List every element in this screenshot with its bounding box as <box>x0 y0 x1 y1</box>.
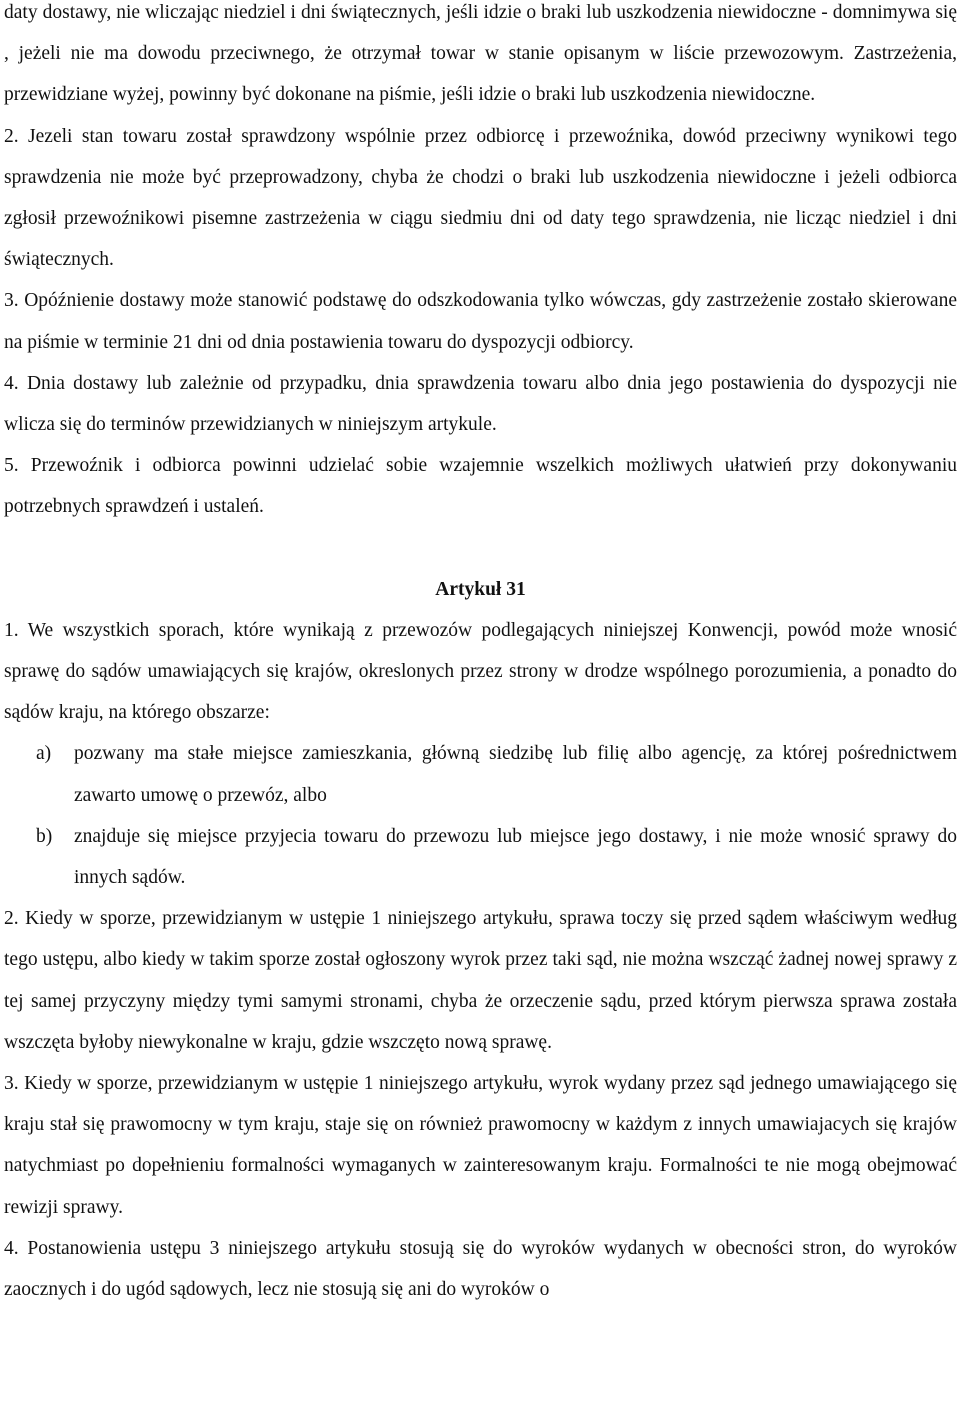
list-marker: b) <box>36 825 53 847</box>
list-item <box>4 733 957 815</box>
article30-paragraph-5: 5. Przewoźnik i odbiorca powinni udzielać sobie wzajemnie wszelkich możliwych ułatwień przy dokonywaniu potrzebnych sprawdzeń i ustaleń. <box>4 455 957 518</box>
list-item-text: pozwany ma stałe miejsce zamieszkania, główną siedzibę lub filię albo agencję, za której pośrednictwem zawarto umowę o przewóz, albo <box>74 743 957 806</box>
article30-paragraph-2: 2. Jezeli stan towaru został sprawdzony wspólnie przez odbiorcę i przewoźnika, dowód przeciwny wynikowi tego sprawdzenia nie może być przeprowadzony, chyba że chodzi o braki lub uszkodzenia niewidoczne i jeżeli odbiorca zgłosił przewoźnikowi pisemne zastrzeżenia w ciągu siedmiu dni od daty tego sprawdzenia, nie licząc niedziel i dni świątecznych. <box>4 125 957 271</box>
article31-heading: Artykuł 31 <box>435 578 526 600</box>
article31-paragraph-4: 4. Postanowienia ustępu 3 niniejszego artykułu stosują się do wyroków wydanych w obecności stron, do wyroków zaocznych i do ugód sądowych, lecz nie stosują się ani do wyroków o <box>4 1237 957 1301</box>
list-marker: a) <box>36 743 52 765</box>
list-item-text: znajduje się miejsce przyjecia towaru do przewozu lub miejsce jego dostawy, i nie może wnosić sprawy do innych sądów. <box>74 825 957 889</box>
article31-paragraph-2: 2. Kiedy w sporze, przewidzianym w ustępie 1 niniejszego artykułu, sprawa toczy się przed sądem właściwym według tego ustępu, albo kiedy w takim sporze został ogłoszony wyrok przez taki sąd, nie można wszcząć żadnej nowej sprawy z tej samej przyczyny między tymi samymi stronami, chyba że orzeczenie sądu, przed którym pierwsza sprawa została wszczęta byłoby niewykonalne w kraju, gdzie wszczęto nową sprawę. <box>4 908 957 1053</box>
article30-paragraph-4: 4. Dnia dostawy lub zależnie od przypadku, dnia sprawdzenia towaru albo dnia jego postawienia do dyspozycji nie wlicza się do terminów przewidzianych w niniejszym artykule. <box>4 372 957 436</box>
list-item <box>4 816 957 898</box>
article30-paragraph-3: 3. Opóźnienie dostawy może stanowić podstawę do odszkodowania tylko wówczas, gdy zastrzeżenie zostało skierowane na piśmie w terminie 21 dni od dnia postawienia towaru do dyspozycji odbiorcy. <box>4 290 957 353</box>
document-page <box>4 0 957 1310</box>
article31-paragraph-1: 1. We wszystkich sporach, które wynikają z przewozów podlegających niniejszej Konwencji, powód może wnosić sprawę do sądów umawiających się krajów, okreslonych przez strony w drodze wspólnego porozumienia, a ponadto do sądów kraju, na którego obszarze: <box>4 619 957 724</box>
article31-paragraph-3: 3. Kiedy w sporze, przewidzianym w ustępie 1 niniejszego artykułu, wyrok wydany przez sąd jednego umawiającego się kraju stał się prawomocny w tym kraju, staje się on również prawomocny w każdym z innych umawiajacych się krajów natychmiast po dopełnieniu formalności wymaganych w zainteresowanym kraju. Formalności te nie mogą obejmować rewizji sprawy. <box>4 1073 957 1218</box>
section-spacer <box>4 528 957 569</box>
article30-paragraph-1-tail: daty dostawy, nie wliczając niedziel i dni świątecznych, jeśli idzie o braki lub uszkodzenia niewidoczne - domnimywa się , jeżeli nie ma dowodu przeciwnego, że otrzymał towar w stanie opisanym w liście przewozowym. Zastrzeżenia, przewidziane wyżej, powinny być dokonane na piśmie, jeśli idzie o braki lub uszkodzenia niewidoczne. <box>4 2 957 106</box>
